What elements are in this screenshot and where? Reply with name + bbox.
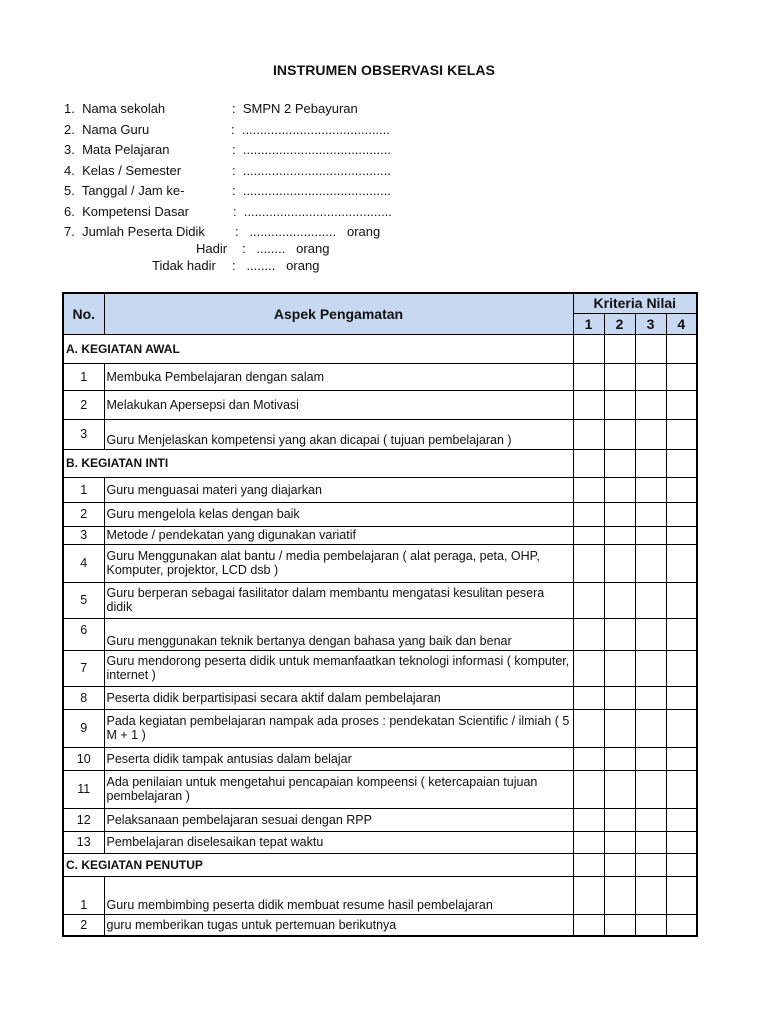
score-cell[interactable] <box>666 363 697 390</box>
row-number: 8 <box>63 686 104 709</box>
score-cell[interactable] <box>573 650 604 686</box>
row-aspect: Guru berperan sebagai fasilitator dalam membantu mengatasi kesulitan pesera didik <box>104 582 573 618</box>
row-number: 2 <box>63 502 104 526</box>
row-aspect: Peserta didik berpartisipasi secara aktif dalam pembelajaran <box>104 686 573 709</box>
score-cell[interactable] <box>635 709 666 747</box>
score-cell[interactable] <box>666 709 697 747</box>
row-number: 4 <box>63 544 104 582</box>
row-aspect: Ada penilaian untuk mengetahui pencapaian kompeensi ( ketercapaian tujuan pembelajaran ) <box>104 770 573 808</box>
header-score-3: 3 <box>635 313 666 334</box>
score-cell[interactable] <box>635 526 666 544</box>
score-cell[interactable] <box>604 582 635 618</box>
row-aspect: Pada kegiatan pembelajaran nampak ada proses : pendekatan Scientific / ilmiah ( 5 M + 1 ) <box>104 709 573 747</box>
score-cell[interactable] <box>635 914 666 936</box>
score-cell[interactable] <box>635 686 666 709</box>
score-cell[interactable] <box>604 526 635 544</box>
row-aspect: Peserta didik tampak antusias dalam belajar <box>104 747 573 770</box>
header-score-2: 2 <box>604 313 635 334</box>
row-aspect: Guru Menggunakan alat bantu / media pembelajaran ( alat peraga, peta, OHP, Komputer, projektor, LCD dsb ) <box>104 544 573 582</box>
score-cell[interactable] <box>604 618 635 650</box>
score-cell[interactable] <box>573 914 604 936</box>
info-label: 1. Nama sekolah <box>64 101 166 116</box>
row-number: 1 <box>63 876 104 914</box>
table-row <box>63 502 697 526</box>
score-cell[interactable] <box>604 502 635 526</box>
score-cell[interactable] <box>635 582 666 618</box>
score-cell[interactable] <box>604 544 635 582</box>
row-aspect: Guru Menjelaskan kompetensi yang akan dicapai ( tujuan pembelajaran ) <box>104 419 573 449</box>
score-cell[interactable] <box>573 831 604 853</box>
score-cell[interactable] <box>604 770 635 808</box>
score-cell[interactable] <box>573 808 604 831</box>
score-cell[interactable] <box>635 419 666 449</box>
row-aspect: Metode / pendekatan yang digunakan variatif <box>104 526 573 544</box>
score-cell[interactable] <box>573 449 604 477</box>
table-row <box>63 914 697 936</box>
score-cell[interactable] <box>635 650 666 686</box>
info-label: 5. Tanggal / Jam ke- <box>64 183 185 198</box>
score-cell[interactable] <box>604 686 635 709</box>
score-cell[interactable] <box>666 526 697 544</box>
table-row <box>63 770 697 808</box>
score-cell[interactable] <box>573 390 604 419</box>
score-cell[interactable] <box>635 477 666 502</box>
score-cell[interactable] <box>666 390 697 419</box>
row-number: 1 <box>63 477 104 502</box>
row-number: 7 <box>63 650 104 686</box>
info-value: : ........ orang <box>242 241 330 256</box>
info-value: : ......................................... <box>232 142 391 157</box>
score-cell[interactable] <box>666 502 697 526</box>
table-row <box>63 363 697 390</box>
score-cell[interactable] <box>573 544 604 582</box>
table-row <box>63 618 697 650</box>
score-cell[interactable] <box>573 334 604 363</box>
score-cell[interactable] <box>604 709 635 747</box>
table-row <box>63 544 697 582</box>
info-label: 3. Mata Pelajaran <box>64 142 170 157</box>
row-number: 5 <box>63 582 104 618</box>
table-row <box>63 876 697 914</box>
row-aspect: Melakukan Apersepsi dan Motivasi <box>104 390 573 419</box>
row-aspect: Guru membimbing peserta didik membuat resume hasil pembelajaran <box>104 876 573 914</box>
score-cell[interactable] <box>666 650 697 686</box>
score-cell[interactable] <box>573 526 604 544</box>
table-row <box>63 582 697 618</box>
score-cell[interactable] <box>604 334 635 363</box>
score-cell[interactable] <box>666 618 697 650</box>
document-title: INSTRUMEN OBSERVASI KELAS <box>272 62 496 78</box>
row-number: 3 <box>63 526 104 544</box>
row-number: 12 <box>63 808 104 831</box>
info-label: 7. Jumlah Peserta Didik <box>64 224 205 239</box>
row-aspect: Guru mendorong peserta didik untuk memanfaatkan teknologi informasi ( komputer, internet ) <box>104 650 573 686</box>
score-cell[interactable] <box>635 831 666 853</box>
score-cell[interactable] <box>666 419 697 449</box>
row-aspect: Guru menggunakan teknik bertanya dengan bahasa yang baik dan benar <box>104 618 573 650</box>
row-number: 6 <box>63 618 104 650</box>
score-cell[interactable] <box>573 502 604 526</box>
row-number: 13 <box>63 831 104 853</box>
info-label: 2. Nama Guru <box>64 122 150 137</box>
row-number: 11 <box>63 770 104 808</box>
table-row <box>63 390 697 419</box>
score-cell[interactable] <box>635 876 666 914</box>
score-cell[interactable] <box>604 477 635 502</box>
row-number: 2 <box>63 390 104 419</box>
row-number: 9 <box>63 709 104 747</box>
info-value: : ......................................... <box>231 122 390 137</box>
row-aspect: guru memberikan tugas untuk pertemuan berikutnya <box>104 914 573 936</box>
score-cell[interactable] <box>635 502 666 526</box>
info-label: 6. Kompetensi Dasar <box>64 204 190 219</box>
score-cell[interactable] <box>573 770 604 808</box>
score-cell[interactable] <box>604 831 635 853</box>
score-cell[interactable] <box>604 363 635 390</box>
score-cell[interactable] <box>604 449 635 477</box>
score-cell[interactable] <box>635 449 666 477</box>
score-cell[interactable] <box>635 747 666 770</box>
score-cell[interactable] <box>635 770 666 808</box>
header-score-4: 4 <box>666 313 697 334</box>
score-cell[interactable] <box>635 618 666 650</box>
header-score-1: 1 <box>573 313 604 334</box>
table-row <box>63 419 697 449</box>
score-cell[interactable] <box>604 914 635 936</box>
score-cell[interactable] <box>635 334 666 363</box>
info-value: : ........................ orang <box>235 224 381 239</box>
row-number: 3 <box>63 419 104 449</box>
table-row <box>63 709 697 747</box>
score-cell[interactable] <box>604 808 635 831</box>
score-cell[interactable] <box>573 419 604 449</box>
score-cell[interactable] <box>666 876 697 914</box>
table-row <box>63 526 697 544</box>
row-aspect: Pembelajaran diselesaikan tepat waktu <box>104 831 573 853</box>
header-aspek: Aspek Pengamatan <box>104 293 573 334</box>
score-cell[interactable] <box>635 808 666 831</box>
score-cell[interactable] <box>573 686 604 709</box>
row-aspect: Guru mengelola kelas dengan baik <box>104 502 573 526</box>
score-cell[interactable] <box>635 544 666 582</box>
score-cell[interactable] <box>573 747 604 770</box>
info-label: Hadir <box>196 241 228 256</box>
section-row-penutup <box>63 853 697 876</box>
score-cell[interactable] <box>666 686 697 709</box>
score-cell[interactable] <box>604 876 635 914</box>
score-cell[interactable] <box>666 477 697 502</box>
score-cell[interactable] <box>573 363 604 390</box>
table-row <box>63 808 697 831</box>
info-value: : ......................................... <box>232 183 391 198</box>
score-cell[interactable] <box>573 853 604 876</box>
row-aspect: Pelaksanaan pembelajaran sesuai dengan RPP <box>104 808 573 831</box>
score-cell[interactable] <box>666 334 697 363</box>
info-value: : ........ orang <box>232 258 320 273</box>
score-cell[interactable] <box>666 770 697 808</box>
score-cell[interactable] <box>635 853 666 876</box>
score-cell[interactable] <box>635 390 666 419</box>
table-row <box>63 831 697 853</box>
table-row <box>63 477 697 502</box>
row-number: 10 <box>63 747 104 770</box>
score-cell[interactable] <box>573 477 604 502</box>
score-cell[interactable] <box>573 618 604 650</box>
section-label: A. KEGIATAN AWAL <box>63 334 573 363</box>
score-cell[interactable] <box>666 914 697 936</box>
score-cell[interactable] <box>604 390 635 419</box>
score-cell[interactable] <box>666 831 697 853</box>
section-row-awal <box>63 334 697 363</box>
section-row-inti <box>63 449 697 477</box>
score-cell[interactable] <box>604 419 635 449</box>
header-no: No. <box>63 293 104 334</box>
table-row <box>63 650 697 686</box>
score-cell[interactable] <box>635 363 666 390</box>
row-aspect: Membuka Pembelajaran dengan salam <box>104 363 573 390</box>
info-value: : SMPN 2 Pebayuran <box>232 101 358 116</box>
score-cell[interactable] <box>666 853 697 876</box>
score-cell[interactable] <box>666 544 697 582</box>
score-cell[interactable] <box>573 876 604 914</box>
info-value: : ......................................... <box>233 204 392 219</box>
info-label: Tidak hadir <box>152 258 216 273</box>
table-row <box>63 747 697 770</box>
header-kriteria: Kriteria Nilai <box>573 293 697 313</box>
row-aspect: Guru menguasai materi yang diajarkan <box>104 477 573 502</box>
table-row <box>63 686 697 709</box>
score-cell[interactable] <box>573 582 604 618</box>
observation-table <box>62 292 698 937</box>
section-label: B. KEGIATAN INTI <box>63 449 573 477</box>
score-cell[interactable] <box>666 582 697 618</box>
info-label: 4. Kelas / Semester <box>64 163 182 178</box>
score-cell[interactable] <box>573 709 604 747</box>
row-number: 1 <box>63 363 104 390</box>
section-label: C. KEGIATAN PENUTUP <box>63 853 573 876</box>
info-value: : ......................................... <box>232 163 391 178</box>
score-cell[interactable] <box>666 808 697 831</box>
score-cell[interactable] <box>604 650 635 686</box>
score-cell[interactable] <box>604 747 635 770</box>
score-cell[interactable] <box>666 747 697 770</box>
score-cell[interactable] <box>666 449 697 477</box>
row-number: 2 <box>63 914 104 936</box>
score-cell[interactable] <box>604 853 635 876</box>
